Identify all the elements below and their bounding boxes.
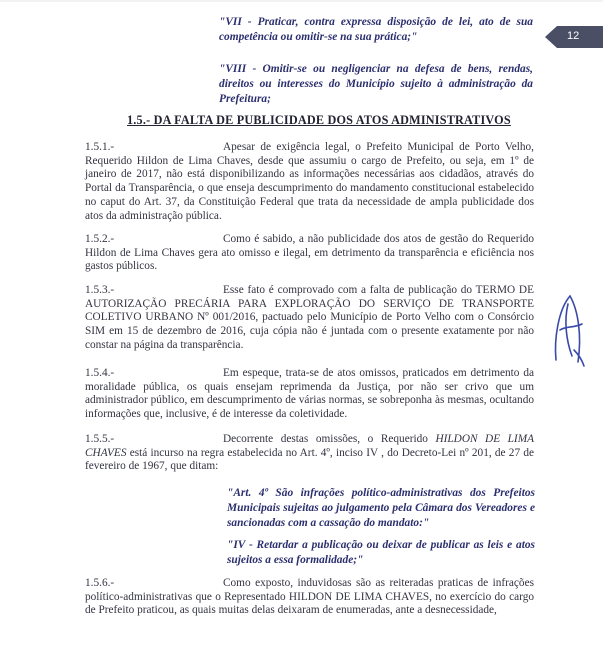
quote-item-viii: "VIII - Omitir-se ou negligenciar na defesa de bens, rendas, direitos ou interesses do Município sujeito à administração da Prefeitura; (219, 63, 533, 105)
paragraph-1-5-5 (85, 433, 534, 474)
paragraph-number: 1.5.1.- (85, 141, 115, 153)
paragraph-text: Como é sabido, a não publicidade dos atos de gestão do Requerido Hildon de Lima Chaves gera ato omisso e ilegal, em detrimento da transparência e eficiência nos gastos públicos. (85, 233, 534, 273)
paragraph-1-5-2 (85, 233, 534, 274)
paragraph-text: Em espeque, trata-se de atos omissos, praticados em detrimento da moralidade pública, os quais ensejam reprimenda da Justiça, por não ser crivo que um administrador público, em descumprimento de várias normas, se sobreponha às mesmas, ocultando informações que, inclusive, é de interesse da coletividade. (85, 367, 534, 421)
paragraph-text: Esse fato é comprovado com a falta de publicação do TERMO DE AUTORIZAÇÃO PRECÁRIA PARA EXPLORAÇÃO DO SERVIÇO DE TRANSPORTE COLETIVO URBANO Nº 001/2016, pactuado pelo Município de Porto Velho com o Consórcio SIM em 15 de dezembro de 2016, cuja cópia não é juntada com o presente exatamente por não constar na página da transparência. (85, 284, 534, 351)
page-number: 12 (567, 30, 580, 42)
paragraph-number: 1.5.4.- (85, 367, 115, 379)
defendant-name: HILDON DE LIMA CHAVES (85, 433, 535, 459)
paragraph-1-5-1 (85, 141, 534, 223)
paragraph-text-b: está incurso na regra estabelecida no Art. 4º, inciso IV , do Decreto-Lei nº 201, de 27 de fevereiro de 1967, que ditam: (85, 446, 534, 473)
quote-art-4: "Art. 4º São infrações político-administrativas dos Prefeitos Municipais sujeitas ao julgamento pela Câmara dos Vereadores e sancionadas com a cassação do mandato:" (227, 487, 535, 529)
section-title: 1.5.- DA FALTA DE PUBLICIDADE DOS ATOS ADMINISTRATIVOS (127, 113, 511, 127)
page-number-badge (545, 26, 603, 48)
paragraph-number: 1.5.2.- (85, 233, 115, 245)
quote-item-vii: "VII - Praticar, contra expressa disposição de lei, ato de sua competência ou omitir-se na sua prática;" (219, 16, 533, 43)
paragraph-1-5-3 (85, 284, 534, 353)
paragraph-number: 1.5.3.- (85, 284, 115, 296)
paragraph-1-5-6 (85, 577, 534, 618)
signature-initials (548, 290, 588, 370)
paragraph-number: 1.5.6.- (85, 577, 115, 589)
paragraph-text: Apesar de exigência legal, o Prefeito Municipal de Porto Velho, Requerido Hildon de Lima Chaves, desde que assumiu o cargo de Prefeito, ou seja, em 1º de janeiro de 2017, não está disponibilizando as informações necessárias aos cidadãos, através do Portal da Transparência, o que enseja descumprimento do mandamento constitucional estabelecido no caput do Art. 37, da Constituição Federal que trata da necessidade de ampla publicidade dos atos da administração pública. (85, 141, 534, 222)
scan-edge (0, 0, 603, 2)
paragraph-text-a: Decorrente destas omissões, o Requerido (223, 433, 436, 445)
paragraph-1-5-4 (85, 367, 534, 422)
paragraph-text: Como exposto, induvidosas são as reiteradas praticas de infrações político-administrativas que o Representado HILDON DE LIMA CHAVES, no exercício do cargo de Prefeito praticou, as quais muitas delas deixaram de enumeradas, ante a desnecessidade, (85, 577, 534, 617)
quote-item-iv: "IV - Retardar a publicação ou deixar de publicar as leis e atos sujeitos a essa formalidade;" (227, 539, 535, 566)
paragraph-number: 1.5.5.- (85, 433, 115, 445)
